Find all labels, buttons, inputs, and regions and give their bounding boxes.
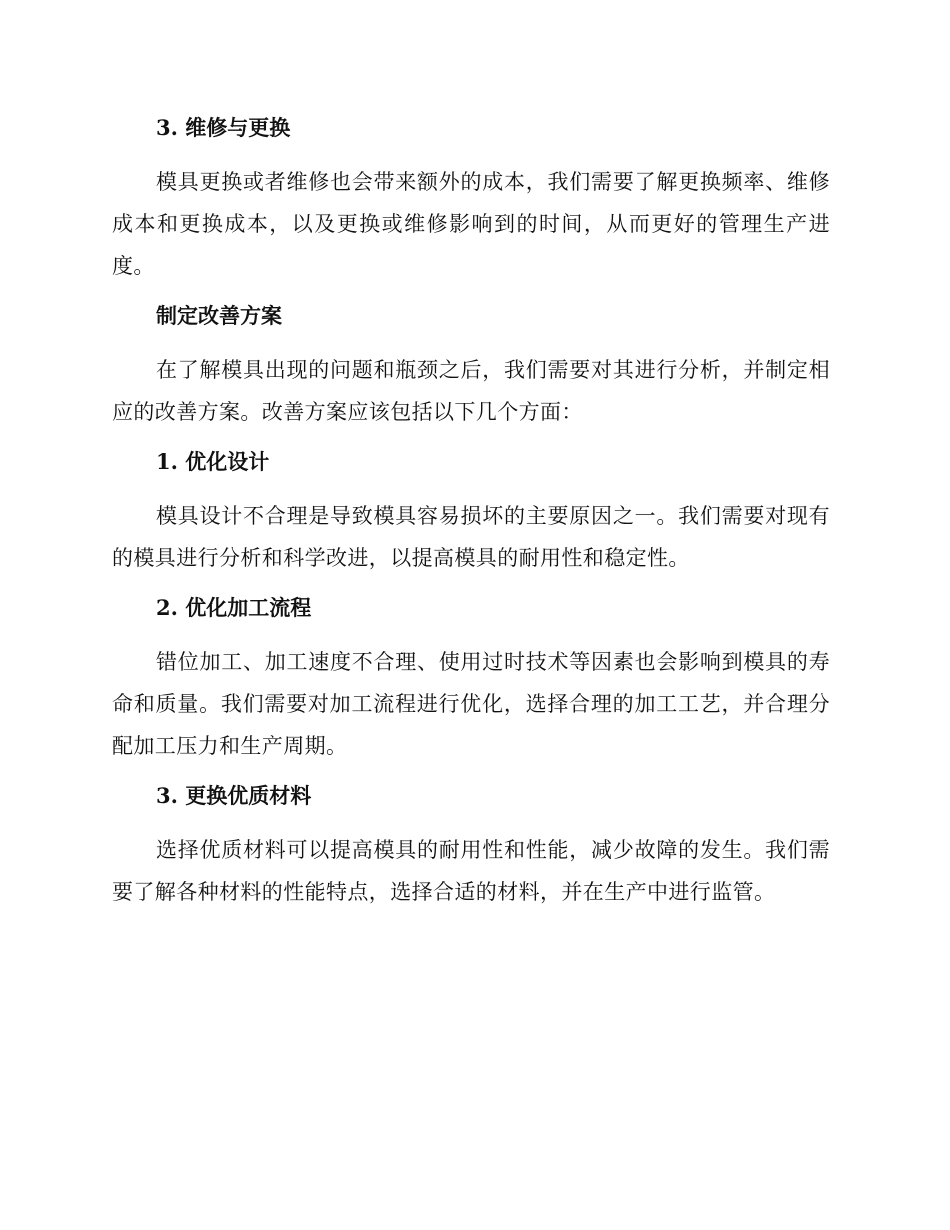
- section-heading-materials: 3. 更换优质材料: [156, 783, 312, 808]
- section-paragraph-repair: 模具更换或者维修也会带来额外的成本，我们需要了解更换频率、维修成本和更换成本，以及更换或维修影响到的时间，从而更好的管理生产进度。: [112, 170, 830, 278]
- section-heading-repair: 3. 维修与更换: [156, 115, 291, 140]
- section-paragraph-materials: 选择优质材料可以提高模具的耐用性和性能，减少故障的发生。我们需要了解各种材料的性能特点，选择合适的材料，并在生产中进行监管。: [112, 838, 830, 904]
- document-page: [112, 110, 830, 913]
- section-heading-improvement-plan: 制定改善方案: [156, 303, 282, 328]
- section-paragraph-optimize-process: 错位加工、加工速度不合理、使用过时技术等因素也会影响到模具的寿命和质量。我们需要对加工流程进行优化，选择合理的加工工艺，并合理分配加工压力和生产周期。: [112, 650, 830, 758]
- section-paragraph-optimize-design: 模具设计不合理是导致模具容易损坏的主要原因之一。我们需要对现有的模具进行分析和科学改进，以提高模具的耐用性和稳定性。: [112, 504, 830, 570]
- section-paragraph-improvement-plan: 在了解模具出现的问题和瓶颈之后，我们需要对其进行分析，并制定相应的改善方案。改善方案应该包括以下几个方面：: [112, 358, 830, 424]
- section-heading-optimize-process: 2. 优化加工流程: [156, 595, 312, 620]
- section-heading-optimize-design: 1. 优化设计: [156, 449, 270, 474]
